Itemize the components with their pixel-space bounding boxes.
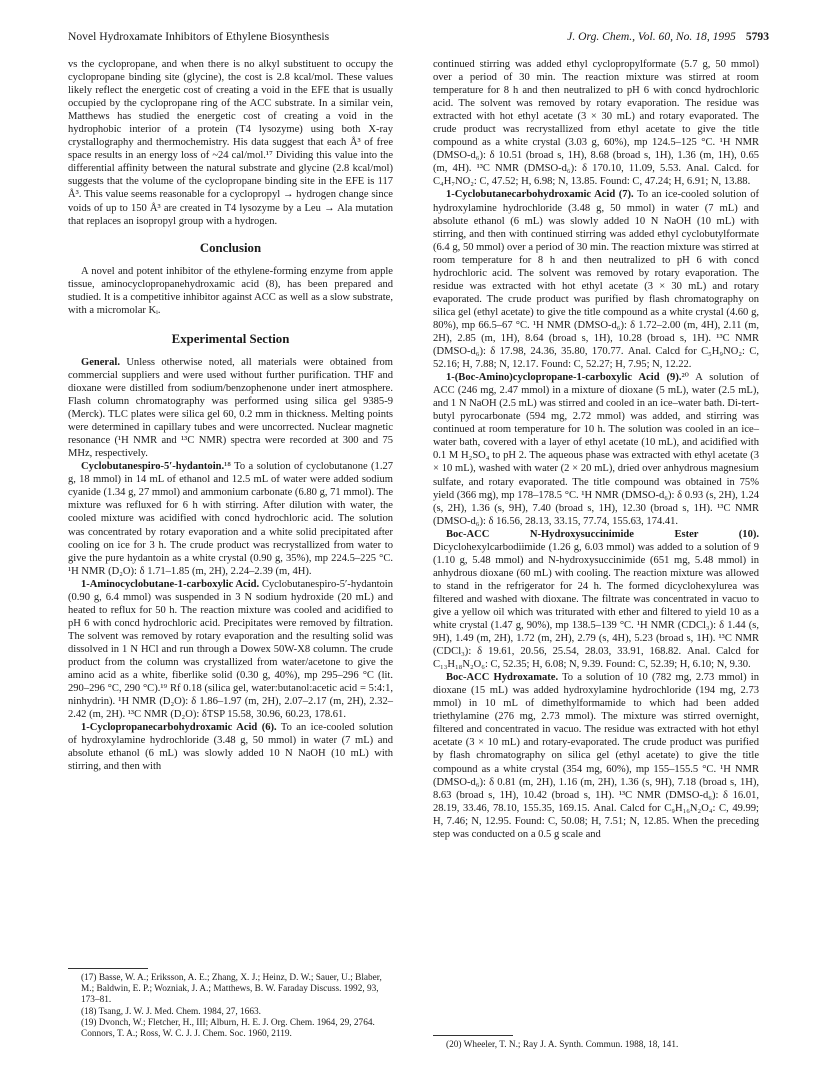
footnote-19: (19) Dvonch, W.; Fletcher, H., III; Alburn, H. E. J. Org. Chem. 1964, 29, 2764. Connors, T. A.; Ross, W. C. J. J. Chem. Soc. 1960, 2119. (81, 1017, 375, 1040)
journal-citation: J. Org. Chem., Vol. 60, No. 18, 1995 (567, 30, 736, 43)
footnote-list (68, 973, 393, 1040)
hydroxamate-body: To a solution of 10 (782 mg, 2.73 mmol) in dioxane (15 mL) was added hydroxylamine hydrochloride (194 mg, 2.73 mmol) in 10 mL of dimethylformamide to which had been added triethylamine (276 mg, 2.73 mmol). The mixture was stirred overnight, filtered and concentrated in vacuo. The residue was extracted with hot ethyl acetate (3 × 10 mL) and rotary-evaporated. The crude product was purified by flash chromatography on silica gel (ethyl acetate) to give the title compound as a white crystal (354 mg, 60%), mp 155–155.5 °C. ¹H NMR (DMSO-d₆): δ 0.81 (m, 2H), 1.16 (m, 2H), 1.36 (s, 9H), 7.18 (broad s, 1H), 8.63 (broad s, 1H), 10.42 (broad s, 1H). ¹³C NMR (DMSO-d₆): δ 16.01, 28.19, 33.46, 78.10, 155.35, 169.15. Anal. Calcd for C₉H₁₆N₂O₄: C, 49.99; H, 7.46; N, 12.95. Found: C, 50.08; H, 7.51; N, 12.85. When the preceding step was conducted on a 0.5 g scale and (433, 672, 759, 840)
right-footnotes (433, 1035, 759, 1051)
left-footnotes (68, 958, 393, 1040)
hydroxamate-title: Boc-ACC Hydroxamate. (446, 672, 559, 684)
footnote-20: (20) Wheeler, T. N.; Ray J. A. Synth. Commun. 1988, 18, 141. (446, 1040, 679, 1050)
running-head (68, 30, 769, 46)
footnote-18: (18) Tsang, J. W. J. Med. Chem. 1984, 27, 1663. (81, 1006, 261, 1017)
general-title: General. (81, 356, 120, 368)
cbha-body: To an ice-cooled solution of hydroxylamine hydrochloride (3.48 g, 50 mmol) in water (7 mL) and absolute ethanol (6 mL) was slowly added 10 N NaOH (10 mL) with stirring, and then with continued stirring was added ethyl cyclobutylformate (6.4 g, 50 mmol) over a period of 30 min. The reaction mixture was stirred at room temperature for 8 h and then neutralized to pH 6 with concd hydrochloric acid. The solvent was removed by rotary evaporation. The residue was extracted with hot ethyl acetate (3 × 30 mL) and rotary evaporated. The crude product was purified by flash chromatography on silica gel (ethyl acetate) to give the title compound as a white crystal (4.60 g, 80%), mp 66.5–67 °C. ¹H NMR (DMSO-d₆): δ 1.72–2.00 (m, 4H), 2.11 (m, 2H), 2.85 (m, 1H), 8.64 (broad s, 1H), 10.28 (broad s, 1H). ¹³C NMR (DMSO-d₆): δ 17.98, 24.36, 35.80, 170.77. Anal. Calcd for C₅H₉NO₂: C, 52.16; H, 7.88; N, 12.17. Found: C, 52.27; H, 7.95; N, 12.22. (433, 189, 759, 371)
cpha-body: To an ice-cooled solution of hydroxylamine hydrochloride (3.48 g, 50 mmol) in water (7 mL) and absolute ethanol (6 mL) was slowly added 10 N NaOH (10 mL) with stirring, and then with (68, 722, 393, 773)
experimental-heading: Experimental Section (171, 331, 290, 346)
conclusion-paragraph: A novel and potent inhibitor of the ethylene-forming enzyme from apple tissue, aminocyclopropanehydroxamic acid (8), has been prepared and studied. It is a competitive inhibitor against ACC as well as a slow substrate, with a micromolar Kᵢ. (68, 265, 393, 316)
boc-acc-title: 1-(Boc-Amino)cyclopropane-1-carboxylic Acid (9). (446, 372, 682, 384)
footnote-list-right (433, 1040, 759, 1051)
hydroxamate-paragraph (433, 671, 759, 841)
running-head-journal (567, 30, 769, 43)
continued-paragraph: continued stirring was added ethyl cyclopropylformate (5.7 g, 50 mmol) over a period of 30 min. The reaction mixture was stirred at room temperature for 8 h and then neutralized to pH 6 with concd hydrochloric acid. The solvent was removed by rotary evaporation. The residue was extracted with hot ethyl acetate (3 × 30 mL) and rotary evaporated. The crude product was recrystallized from ethyl acetate to give the title compound as a white crystal (3.03 g, 60%), mp 124.5–125 °C. ¹H NMR (DMSO-d₆): δ 10.51 (broad s, 1H), 8.68 (broad s, 1H), 1.36 (m, 1H), 0.65 (m, 4H). ¹³C NMR (DMSO-d₆): δ 170.10, 11.09, 5.53. Anal. Calcd. for C₄H₇NO₂: C, 47.52; H, 6.98; N, 13.85. Found: C, 47.24; H, 6.91; N, 13.88. (433, 59, 759, 188)
page-number: 5793 (745, 30, 769, 43)
cbha-paragraph (433, 188, 759, 371)
footnote-rule (68, 968, 148, 969)
nhs-ester-paragraph (433, 528, 759, 672)
general-body: Unless otherwise noted, all materials were obtained from commercial suppliers and were used without further purification. THF and dioxane were distilled from sodium/benzophenone under inert atmosphere. Flash column chromatography was performed using silica gel 9385-9 (Merck). TLC plates were silica gel 60, 0.2 mm in thickness. Melting points were determined in capillary tubes and were uncorrected. Nuclear magnetic resonance (¹H NMR and ¹³C NMR) spectra were recorded at 300 and 75 MHz, respectively. (68, 356, 393, 460)
amino-acid-paragraph (68, 578, 393, 722)
left-column (68, 58, 393, 773)
spiro-title: Cyclobutanespiro-5′-hydantoin. (81, 461, 225, 473)
boc-acc-paragraph (433, 371, 759, 528)
amino-acid-title: 1-Aminocyclobutane-1-carboxylic Acid. (81, 578, 260, 590)
boc-acc-body: ²⁰ A solution of ACC (246 mg, 2.47 mmol) in a mixture of dioxane (5 mL), water (2.5 mL), and 1 N NaOH (2.5 mL) was stirred and cooled in an ice–water bath. Di-tert-butyl pyrocarbonate (594 mg, 2.72 mmol) was added, and stirring was continued at room temperature for 10 h. The solution was cooled in an ice–water bath, covered with a layer of ethyl acetate (10 mL), and acidified with 0.1 M H₂SO₄ to pH 2. The aqueous phase was extracted with ethyl acetate (3 × 10 mL), washed with water (2 × 20 mL), dried over anhydrous magnesium sulfate, and rotary evaporated. The title compound was obtained in 75% yield (366 mg), mp 178–178.5 °C. ¹H NMR (DMSO-d₆): δ 0.93 (s, 2H), 1.24 (s, 2H), 1.36 (s, 9H), 7.40 (broad s, 1H), 12.30 (broad s, 1H). ¹³C NMR (DMSO-d₆): δ 16.56, 28.13, 33.15, 77.74, 155.63, 174.41. (433, 372, 759, 527)
cpha-title: 1-Cyclopropanecarbohydroxamic Acid (6). (81, 722, 277, 734)
footnote-rule-right (433, 1035, 513, 1036)
running-head-title: Novel Hydroxamate Inhibitors of Ethylene Biosynthesis (68, 30, 330, 43)
right-column (433, 58, 759, 841)
spiro-body: ¹⁸ To a solution of cyclobutanone (1.27 g, 18 mmol) in 14 mL of ethanol and 12.5 mL of water were added sodium cyanide (1.34 g, 27 mmol) and ammonium carbonate (6.80 g, 71 mmol). The mixture was refluxed for 6 h with stirring. After dilution with water, the cooled mixture was acidified with concd hydrochloric acid. The solution was concentrated by rotary evaporation and a white solid precipitated after cooling on ice for 3 h. The crude product was recrystallized from water to give the pure hydantoin as a white crystal (0.90 g, 35%), mp 224.5–225 °C. ¹H NMR (D₂O): δ 1.71–1.85 (m, 2H), 2.24–2.39 (m, 4H). (68, 461, 393, 577)
cbha-title: 1-Cyclobutanecarbohydroxamic Acid (7). (446, 189, 634, 201)
footnote-17: (17) Basse, W. A.; Eriksson, A. E.; Zhang, X. J.; Heinz, D. W.; Sauer, U.; Blaber, M.; Baldwin, E. P.; Wozniak, J. A.; Matthews, B. W. Faraday Discuss. 1992, 93, 173–81. (81, 973, 382, 1006)
amino-acid-body: Cyclobutanespiro-5′-hydantoin (0.90 g, 6.4 mmol) was suspended in 3 N sodium hydroxide (20 mL) and heated to reflux for 50 h. The reaction mixture was cooled and acidified to pH 6 with concd hydrochloric acid. Precipitates were removed by filtration. The solvent was removed by rotary evaporation and the resulting solid was dissolved in 1 N HCl and run through a Dowex 50W-X8 column. The crude product from the column was crystallized from water/acetone to give the amino acid as a white, fiberlike solid (0.30 g, 40%), mp 295–296 °C (lit. 290–296 °C, 290 °C).¹⁹ Rf 0.18 (silica gel, water:butanol:acetic acid = 5:4:1, ninhydrin). ¹H NMR (D₂O): δ 1.86–1.97 (m, 2H), 2.07–2.17 (m, 2H), 2.32–2.42 (m, 2H). ¹³C NMR (D₂O): δTSP 15.58, 30.96, 60.23, 178.61. (68, 578, 393, 721)
nhs-ester-title: Boc-ACC N-Hydroxysuccinimide Ester (10). (446, 528, 759, 540)
nhs-ester-body: Dicyclohexylcarbodiimide (1.26 g, 6.03 mmol) was added to a solution of 9 (1.10 g, 5.48 mmol) and N-hydroxysuccinimide (651 mg, 5.48 mmol) in anhydrous dioxane (60 mL) with cooling. The reaction mixture was allowed to stand in the refrigerator for 24 h. The formed dicyclohexylurea was filtered and washed with dioxane. The filtrate was concentrated in vacuo to give a yellow oil which was triturated with ether and filtered to yield 10 as a white crystal (1.47 g, 90%), mp 138.5–139 °C. ¹H NMR (CDCl₃): δ 1.44 (s, 9H), 1.49 (m, 2H), 1.72 (m, 2H), 2.79 (s, 4H), 5.23 (broad s, 1H). ¹³C NMR (CDCl₃): δ 19.61, 20.56, 25.54, 28.03, 33.91, 168.82. Anal. Calcd for C₁₃H₁₈N₂O₆: C, 52.35; H, 6.08; N, 9.39. Found: C, 52.39; H, 6.10; N, 9.30. (433, 541, 759, 671)
spiro-paragraph (68, 460, 393, 577)
conclusion-heading: Conclusion (199, 240, 262, 255)
general-paragraph (68, 356, 393, 460)
intro-paragraph: vs the cyclopropane, and when there is no alkyl substituent to occupy the cyclopropane binding site (glycine), the cost is 2.8 kcal/mol. These values likely reflect the energetic cost of creating a void in the EFE that is usually occupied by the cyclopropane ring of the ACC substrate. In a similar vein, Matthews has studied the energetic cost of creating a void in the hydrophobic interior of a protein (T4 lysozyme) using both X-ray crystallography and thermochemistry. His data suggest that each Å³ of free space results in an energy loss of ~24 cal/mol.¹⁷ Dividing this value into the differential affinity between the natural substrate and glycine (2.8 kcal/mol) suggests that the volume of the cyclopropane binding site in the EFE is 117 Å³. This value seems reasonable for a cyclopropyl → hydrogen change since voids of up to 150 Å³ are created in T4 lysozyme by a Leu → Ala mutation that replaces an isopropyl group with a hydrogen. (68, 59, 393, 227)
cpha-paragraph (68, 721, 393, 773)
